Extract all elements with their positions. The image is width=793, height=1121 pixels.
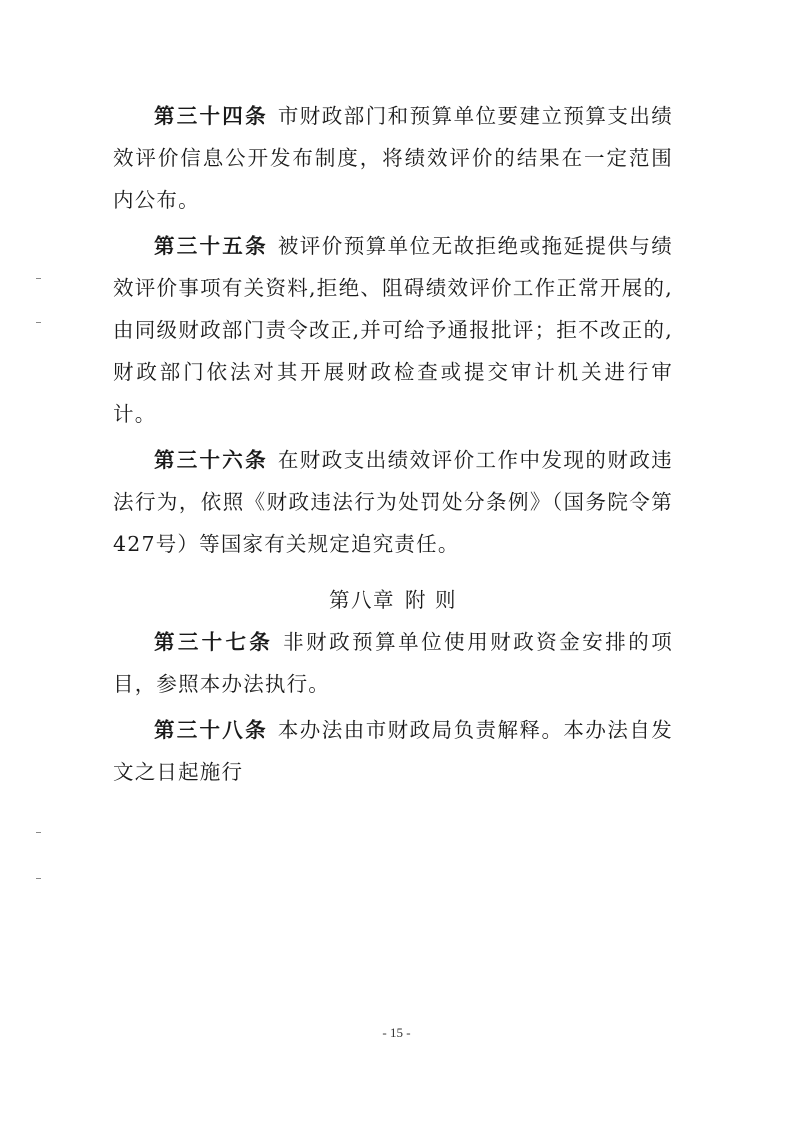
margin-mark (36, 878, 41, 879)
margin-mark (36, 832, 41, 833)
chapter-title: 附 则 (404, 588, 458, 612)
article-number: 第三十五条 (154, 234, 268, 258)
article-number: 第三十四条 (154, 104, 268, 128)
margin-mark (36, 322, 41, 323)
article-37 (113, 621, 673, 705)
article-36 (113, 439, 673, 565)
article-38 (113, 709, 673, 793)
article-34 (113, 95, 673, 221)
chapter-number: 第八章 (328, 588, 395, 612)
document-body (113, 95, 673, 793)
article-number: 第三十六条 (154, 448, 268, 472)
article-35 (113, 225, 673, 435)
article-text: 本办法由市财政局负责解释。本办法自发文之日起施行 (113, 718, 673, 784)
page-number: - 15 - (382, 1025, 411, 1040)
article-number: 第三十七条 (154, 630, 274, 654)
article-text: 市财政部门和预算单位要建立预算支出绩效评价信息公开发布制度，将绩效评价的结果在一定范围内公布。 (113, 104, 673, 212)
chapter-heading (113, 579, 673, 621)
article-number: 第三十八条 (154, 718, 268, 742)
article-text: 在财政支出绩效评价工作中发现的财政违法行为，依照《财政违法行为处罚处分条例》（国务院令第427号）等国家有关规定追究责任。 (113, 448, 673, 556)
article-text: 被评价预算单位无故拒绝或拖延提供与绩效评价事项有关资料,拒绝、阻碍绩效评价工作正常开展的,由同级财政部门责令改正,并可给予通报批评；拒不改正的,财政部门依法对其开展财政检查或提交审计机关进行审计。 (113, 234, 673, 426)
margin-mark (36, 278, 41, 279)
article-text: 非财政预算单位使用财政资金安排的项目，参照本办法执行。 (113, 630, 674, 696)
